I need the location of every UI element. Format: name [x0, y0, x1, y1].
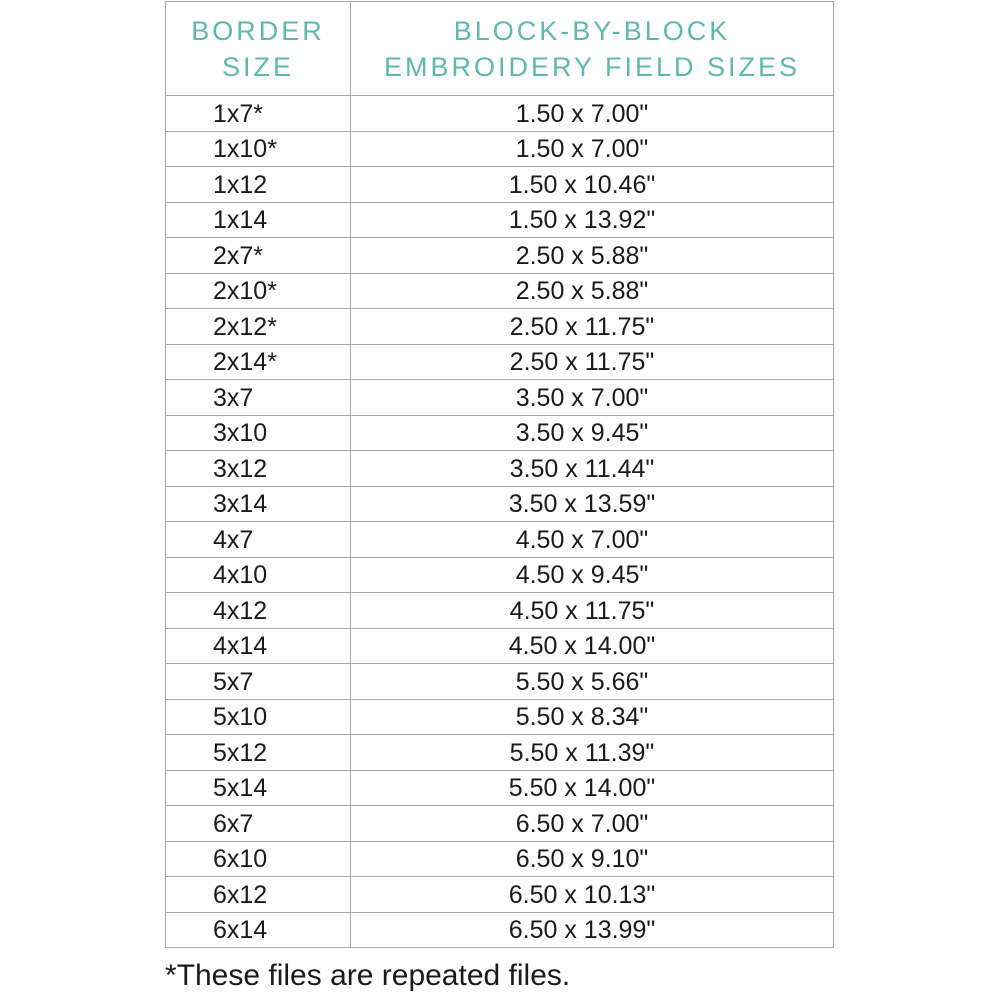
table-row [166, 522, 834, 558]
border-size-cell: 1x14 [166, 202, 351, 238]
field-sizes-header-line-2: EMBROIDERY FIELD SIZES [383, 51, 801, 82]
table-row [166, 167, 834, 203]
table-row [166, 451, 834, 487]
field-size-cell: 6.50 x 7.00" [351, 806, 834, 842]
table-row [166, 699, 834, 735]
table-row [166, 628, 834, 664]
table-row [166, 770, 834, 806]
field-size-cell: 3.50 x 13.59" [351, 486, 834, 522]
table-header-row [166, 2, 834, 96]
border-size-cell: 2x10* [166, 273, 351, 309]
field-size-cell: 2.50 x 5.88" [351, 273, 834, 309]
border-size-cell: 3x10 [166, 415, 351, 451]
border-size-header-line-2: SIZE [221, 51, 294, 82]
field-size-cell: 2.50 x 11.75" [351, 309, 834, 345]
field-size-cell: 5.50 x 11.39" [351, 735, 834, 771]
border-size-cell: 5x10 [166, 699, 351, 735]
table-row [166, 415, 834, 451]
field-size-cell: 1.50 x 7.00" [351, 96, 834, 132]
table-row [166, 202, 834, 238]
table-row [166, 131, 834, 167]
border-size-cell: 2x7* [166, 238, 351, 274]
field-size-cell: 5.50 x 8.34" [351, 699, 834, 735]
field-size-cell: 6.50 x 13.99" [351, 912, 834, 948]
border-size-cell: 4x7 [166, 522, 351, 558]
field-size-cell: 2.50 x 5.88" [351, 238, 834, 274]
border-size-cell: 1x12 [166, 167, 351, 203]
field-size-cell: 6.50 x 10.13" [351, 877, 834, 913]
border-size-cell: 1x10* [166, 131, 351, 167]
table-row [166, 735, 834, 771]
table-row [166, 841, 834, 877]
field-size-cell: 2.50 x 11.75" [351, 344, 834, 380]
border-size-cell: 6x7 [166, 806, 351, 842]
field-sizes-header [351, 2, 834, 96]
field-sizes-header-line-1: BLOCK-BY-BLOCK [453, 15, 731, 46]
border-size-cell: 5x14 [166, 770, 351, 806]
border-size-cell: 4x10 [166, 557, 351, 593]
table-row [166, 912, 834, 948]
border-size-cell: 6x10 [166, 841, 351, 877]
table-row [166, 238, 834, 274]
field-size-cell: 4.50 x 9.45" [351, 557, 834, 593]
border-size-cell: 3x14 [166, 486, 351, 522]
table-row [166, 273, 834, 309]
border-size-header-line-1: BORDER [191, 15, 325, 46]
border-size-cell: 5x7 [166, 664, 351, 700]
table-row [166, 344, 834, 380]
table-row [166, 664, 834, 700]
field-size-cell: 3.50 x 11.44" [351, 451, 834, 487]
table-body [166, 96, 834, 948]
footnote: *These files are repeated files. [165, 959, 571, 992]
table-row [166, 557, 834, 593]
border-size-cell: 4x12 [166, 593, 351, 629]
table-row [166, 877, 834, 913]
table-row [166, 309, 834, 345]
table-row [166, 96, 834, 132]
field-size-cell: 5.50 x 5.66" [351, 664, 834, 700]
field-size-cell: 6.50 x 9.10" [351, 841, 834, 877]
table-row [166, 486, 834, 522]
border-size-cell: 6x14 [166, 912, 351, 948]
table-row [166, 593, 834, 629]
border-size-cell: 1x7* [166, 96, 351, 132]
embroidery-size-table [165, 1, 834, 948]
field-size-cell: 3.50 x 7.00" [351, 380, 834, 416]
field-size-cell: 3.50 x 9.45" [351, 415, 834, 451]
table-row [166, 806, 834, 842]
field-size-cell: 4.50 x 7.00" [351, 522, 834, 558]
field-size-cell: 4.50 x 11.75" [351, 593, 834, 629]
border-size-header [166, 2, 351, 96]
field-size-cell: 5.50 x 14.00" [351, 770, 834, 806]
border-size-cell: 6x12 [166, 877, 351, 913]
border-size-cell: 4x14 [166, 628, 351, 664]
border-size-cell: 3x7 [166, 380, 351, 416]
border-size-cell: 5x12 [166, 735, 351, 771]
field-size-cell: 1.50 x 13.92" [351, 202, 834, 238]
field-size-cell: 1.50 x 7.00" [351, 131, 834, 167]
table-row [166, 380, 834, 416]
border-size-cell: 3x12 [166, 451, 351, 487]
border-size-cell: 2x12* [166, 309, 351, 345]
field-size-cell: 4.50 x 14.00" [351, 628, 834, 664]
border-size-cell: 2x14* [166, 344, 351, 380]
field-size-cell: 1.50 x 10.46" [351, 167, 834, 203]
